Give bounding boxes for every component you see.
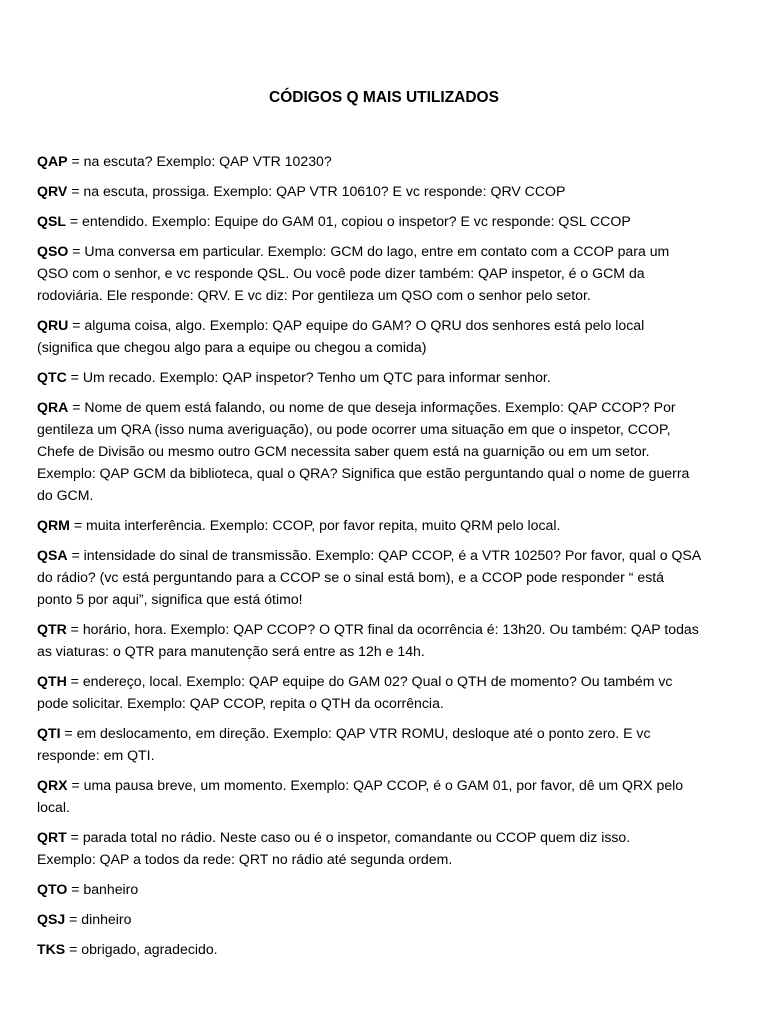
q-code-entry-qtc bbox=[37, 366, 753, 388]
q-code-description: = alguma coisa, algo. Exemplo: QAP equipe do GAM? O QRU dos senhores está pelo local bbox=[72, 317, 645, 333]
entry-line bbox=[37, 796, 753, 818]
q-code-description: = na escuta? Exemplo: QAP VTR 10230? bbox=[71, 153, 332, 169]
entry-line bbox=[37, 566, 753, 588]
q-code-list bbox=[37, 150, 753, 968]
q-code: QSO bbox=[37, 243, 69, 259]
q-code-description: = Um recado. Exemplo: QAP inspetor? Tenho um QTC para informar senhor. bbox=[70, 369, 551, 385]
q-code-description: = intensidade do sinal de transmissão. Exemplo: QAP CCOP, é a VTR 10250? Por favor, qual o QSA bbox=[71, 547, 702, 563]
q-code-entry-qto bbox=[37, 878, 753, 900]
q-code-description: = horário, hora. Exemplo: QAP CCOP? O QTR final da ocorrência é: 13h20. Ou também: QAP todas bbox=[70, 621, 699, 637]
q-code-description: do rádio? (vc está perguntando para a CCOP se o sinal está bom), e a CCOP pode responder “ está bbox=[37, 569, 665, 585]
q-code-description: = muita interferência. Exemplo: CCOP, por favor repita, muito QRM pelo local. bbox=[73, 517, 561, 533]
q-code-entry-qsl bbox=[37, 210, 753, 232]
q-code-entry-qti bbox=[37, 722, 753, 766]
q-code-entry-qap bbox=[37, 150, 753, 172]
entry-line bbox=[37, 484, 753, 506]
entry-line bbox=[37, 314, 753, 336]
q-code: QSJ bbox=[37, 911, 66, 927]
q-code: QRT bbox=[37, 829, 67, 845]
q-code-entry-qrx bbox=[37, 774, 753, 818]
q-code: QRA bbox=[37, 399, 69, 415]
q-code-entry-qru bbox=[37, 314, 753, 358]
q-code-description: ponto 5 por aqui”, significa que está ótimo! bbox=[37, 591, 303, 607]
q-code-description: do GCM. bbox=[37, 487, 94, 503]
q-code-description: gentileza um QRA (isso numa averiguação), ou pode ocorrer uma situação em que o inspetor, CCOP, bbox=[37, 421, 671, 437]
entry-line bbox=[37, 588, 753, 610]
q-code: QTO bbox=[37, 881, 68, 897]
q-code: TKS bbox=[37, 941, 66, 957]
q-code: QRU bbox=[37, 317, 69, 333]
entry-line bbox=[37, 848, 753, 870]
entry-line bbox=[37, 284, 753, 306]
entry-line bbox=[37, 210, 753, 232]
q-code-description: responde: em QTI. bbox=[37, 747, 155, 763]
q-code-entry-qra bbox=[37, 396, 753, 506]
q-code: QRX bbox=[37, 777, 68, 793]
q-code-description: pode solicitar. Exemplo: QAP CCOP, repita o QTH da ocorrência. bbox=[37, 695, 444, 711]
entry-line bbox=[37, 440, 753, 462]
q-code-entry-qso bbox=[37, 240, 753, 306]
entry-line bbox=[37, 744, 753, 766]
q-code-description: rodoviária. Ele responde: QRV. E vc diz: Por gentileza um QSO com o senhor pelo setor. bbox=[37, 287, 591, 303]
q-code-description: = Uma conversa em particular. Exemplo: GCM do lago, entre em contato com a CCOP para um bbox=[72, 243, 670, 259]
q-code-entry-qrt bbox=[37, 826, 753, 870]
q-code: QTC bbox=[37, 369, 67, 385]
entry-line bbox=[37, 692, 753, 714]
q-code: QTI bbox=[37, 725, 61, 741]
entry-line bbox=[37, 336, 753, 358]
q-code-entry-qsa bbox=[37, 544, 753, 610]
entry-line bbox=[37, 774, 753, 796]
entry-line bbox=[37, 366, 753, 388]
q-code-description: (significa que chegou algo para a equipe ou chegou a comida) bbox=[37, 339, 427, 355]
entry-line bbox=[37, 544, 753, 566]
q-code-entry-tks bbox=[37, 938, 753, 960]
entry-line bbox=[37, 618, 753, 640]
q-code-description: = dinheiro bbox=[69, 911, 132, 927]
q-code: QRV bbox=[37, 183, 68, 199]
q-code-description: Exemplo: QAP GCM da biblioteca, qual o QRA? Significa que estão perguntando qual o nome de guerra bbox=[37, 465, 690, 481]
q-code-description: = parada total no rádio. Neste caso ou é o inspetor, comandante ou CCOP quem diz isso. bbox=[70, 829, 631, 845]
entry-line bbox=[37, 826, 753, 848]
entry-line bbox=[37, 396, 753, 418]
entry-line bbox=[37, 640, 753, 662]
q-code-description: = entendido. Exemplo: Equipe do GAM 01, copiou o inspetor? E vc responde: QSL CCOP bbox=[69, 213, 631, 229]
q-code-description: = Nome de quem está falando, ou nome de que deseja informações. Exemplo: QAP CCOP? Por bbox=[72, 399, 676, 415]
entry-line bbox=[37, 418, 753, 440]
q-code-description: = na escuta, prossiga. Exemplo: QAP VTR 10610? E vc responde: QRV CCOP bbox=[71, 183, 566, 199]
q-code-description: QSO com o senhor, e vc responde QSL. Ou você pode dizer também: QAP inspetor, é o GCM da bbox=[37, 265, 645, 281]
q-code-description: local. bbox=[37, 799, 70, 815]
entry-line bbox=[37, 180, 753, 202]
q-code-description: Exemplo: QAP a todos da rede: QRT no rádio até segunda ordem. bbox=[37, 851, 453, 867]
q-code-entry-qtr bbox=[37, 618, 753, 662]
q-code: QTH bbox=[37, 673, 67, 689]
q-code-entry-qrv bbox=[37, 180, 753, 202]
q-code-entry-qth bbox=[37, 670, 753, 714]
entry-line bbox=[37, 908, 753, 930]
q-code-entry-qsj bbox=[37, 908, 753, 930]
q-code-description: = endereço, local. Exemplo: QAP equipe do GAM 02? Qual o QTH de momento? Ou também vc bbox=[70, 673, 673, 689]
entry-line bbox=[37, 150, 753, 172]
entry-line bbox=[37, 514, 753, 536]
q-code: QAP bbox=[37, 153, 68, 169]
entry-line bbox=[37, 670, 753, 692]
entry-line bbox=[37, 240, 753, 262]
entry-line bbox=[37, 722, 753, 744]
q-code-description: = uma pausa breve, um momento. Exemplo: QAP CCOP, é o GAM 01, por favor, dê um QRX pelo bbox=[71, 777, 684, 793]
q-code: QSL bbox=[37, 213, 66, 229]
q-code-entry-qrm bbox=[37, 514, 753, 536]
q-code: QTR bbox=[37, 621, 67, 637]
entry-line bbox=[37, 878, 753, 900]
q-code-description: = obrigado, agradecido. bbox=[69, 941, 218, 957]
q-code: QRM bbox=[37, 517, 70, 533]
entry-line bbox=[37, 462, 753, 484]
entry-line bbox=[37, 262, 753, 284]
entry-line bbox=[37, 938, 753, 960]
q-code-description: Chefe de Divisão ou mesmo outro GCM necessita saber quem está na guarnição ou em um setor. bbox=[37, 443, 650, 459]
q-code-description: = banheiro bbox=[71, 881, 139, 897]
q-code-description: as viaturas: o QTR para manutenção será entre as 12h e 14h. bbox=[37, 643, 425, 659]
document-title: CÓDIGOS Q MAIS UTILIZADOS bbox=[269, 89, 499, 106]
q-code: QSA bbox=[37, 547, 68, 563]
q-code-description: = em deslocamento, em direção. Exemplo: QAP VTR ROMU, desloque até o ponto zero. E vc bbox=[64, 725, 651, 741]
